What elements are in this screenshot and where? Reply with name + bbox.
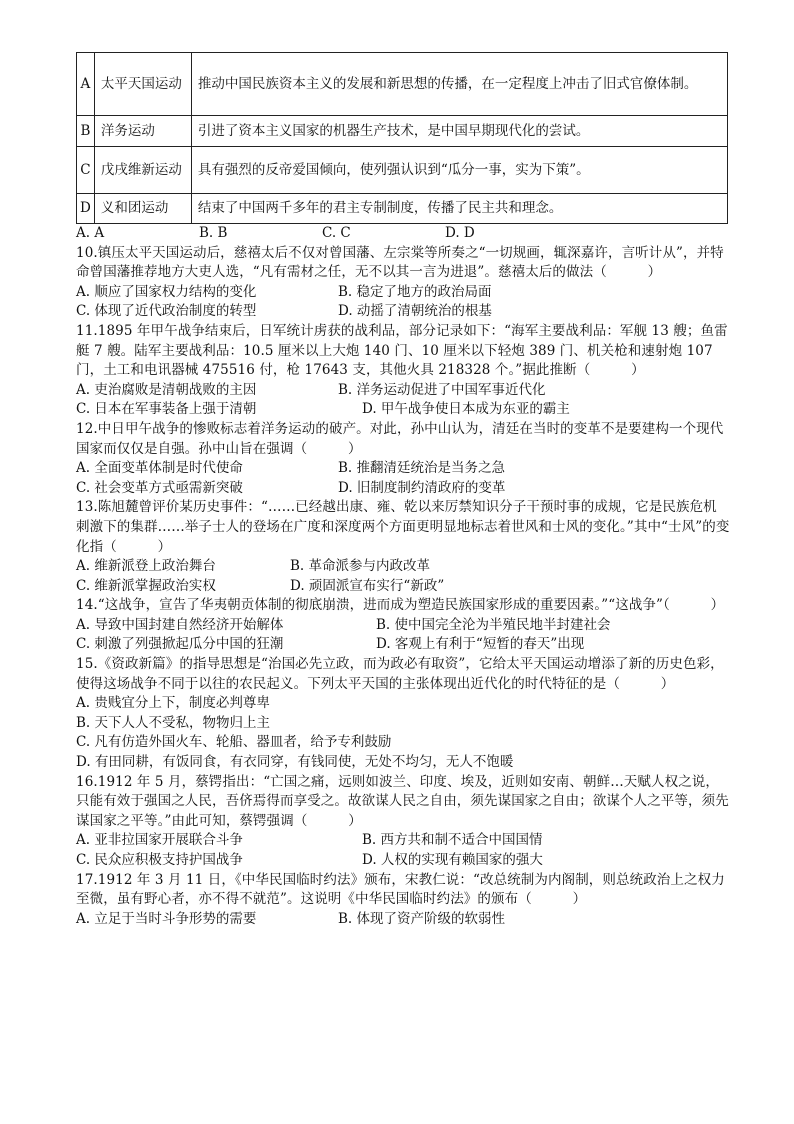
- option-b[interactable]: B. 体现了资产阶级的软弱性: [338, 910, 506, 927]
- row-name: 戊戌维新运动: [94, 147, 191, 194]
- table-row: [77, 147, 728, 194]
- option-b[interactable]: B. 推翻清廷统治是当务之急: [338, 460, 506, 477]
- question-10-stem: 10.镇压太平天国运动后，慈禧太后不仅对曾国藩、左宗棠等所奏之“一切规画，辄深嘉许，言听计从”，并特命曾国藩推荐地方大吏人选，“凡有需材之任，无不以其一言为进退”。慈禧太后的做法（ ）: [76, 244, 724, 281]
- option-b[interactable]: B. 革命派参与内政改革: [290, 558, 431, 575]
- question-17-stem: 17.1912 年 3 月 11 日，《中华民国临时约法》颁布，宋教仁说：“改总统制为内阁制，则总统政治上之权力至微，虽有野心者，亦不得不就范”。这说明《中华民国临时约法》的颁布（ ）: [76, 871, 725, 908]
- q12-options-cd: [76, 479, 730, 499]
- question-11-stem: 11.1895 年甲午战争结束后，日军统计虏获的战利品，部分记录如下：“海军主要战利品：军舰 13 艘；鱼雷艇 7 艘。陆军主要战利品：10.5 厘米以上大炮 140 门、10 厘米以下轻炮 389 门、机关枪和速射炮 107 门，土工和电讯器械 475516 付，枪 17643 支，其他火具 218328 个。”据此推断（ ）: [76, 322, 728, 379]
- row-desc: 引进了资本主义国家的机器生产技术，是中国早期现代化的尝试。: [191, 116, 727, 147]
- option-d[interactable]: D. 人权的实现有赖国家的强大: [362, 852, 543, 868]
- table-row: [77, 116, 728, 147]
- option-b[interactable]: B. 西方共和制不适合中国国情: [362, 832, 543, 849]
- table-row: [77, 194, 728, 224]
- q12-options-ab: [76, 459, 730, 479]
- question-16-stem: 16.1912 年 5 月，蔡锷指出：“亡国之痛，远则如波兰、印度、埃及，近则如安南、朝鲜…天赋人权之说，只能有效于强国之人民，吾侪焉得而享受之。故欲谋人民之自由，须先谋国家之自由；欲谋个人之平等，须先谋国家之平等。”由此可知，蔡锷强调（ ）: [76, 773, 729, 829]
- option-c[interactable]: C. 维新派掌握政治实权: [76, 577, 216, 594]
- option-a[interactable]: A. 导致中国封建自然经济开始解体: [76, 616, 284, 633]
- option-a[interactable]: A. 立足于当时斗争形势的需要: [76, 910, 257, 927]
- q11-options-cd: [76, 400, 730, 420]
- option-b[interactable]: B. 洋务运动促进了中国军事近代化: [338, 381, 546, 398]
- option-d[interactable]: D. D: [445, 225, 475, 241]
- option-d[interactable]: D. 客观上有利于“短暂的春天”出现: [376, 636, 585, 653]
- option-b[interactable]: B. B: [199, 225, 228, 241]
- q10-options-cd: [76, 302, 730, 322]
- option-a[interactable]: A. 吏治腐败是清朝战败的主因: [76, 381, 257, 398]
- option-b[interactable]: B. 天下人人不受私，物物归上主: [76, 714, 271, 731]
- option-table: [76, 52, 728, 224]
- q13-options-ab: [76, 557, 730, 577]
- option-d[interactable]: D. 顽固派宣布实行“新政”: [290, 577, 445, 594]
- row-desc: 具有强烈的反帝爱国倾向，使列强认识到“瓜分一事，实为下策”。: [191, 147, 727, 194]
- exam-page: [76, 52, 730, 929]
- option-c[interactable]: C. 凡有仿造外国火车、轮船、器皿者，给予专利鼓励: [76, 734, 392, 751]
- option-d[interactable]: D. 有田同耕，有饭同食，有衣同穿，有钱同使，无处不均匀，无人不饱暖: [76, 754, 514, 771]
- option-d[interactable]: D. 动摇了清朝统治的根基: [338, 303, 492, 320]
- option-d[interactable]: D. 甲午战争使日本成为东亚的霸主: [362, 401, 570, 418]
- option-c[interactable]: C. C: [322, 225, 351, 241]
- row-name: 洋务运动: [94, 116, 191, 147]
- question-13-stem: 13.陈旭麓曾评价某历史事件：“……已经越出康、雍、乾以来厉禁知识分子干预时事的成规，它是民族危机刺激下的集群……举子士人的登场在广度和深度两个方面更明显地标志着世风和士风的变化。”其中“士风”的变化指（ ）: [76, 499, 730, 555]
- option-a[interactable]: A. 亚非拉国家开展联合斗争: [76, 832, 243, 849]
- q14-options-ab: [76, 616, 730, 636]
- option-b[interactable]: B. 使中国完全沦为半殖民地半封建社会: [376, 616, 611, 633]
- option-c[interactable]: C. 体现了近代政治制度的转型: [76, 303, 257, 320]
- question-15-stem: 15.《资政新篇》的指导思想是“治国必先立政，而为政必有取资”，它给太平天国运动增添了新的历史色彩，使得这场战争不同于以往的农民起义。下列太平天国的主张体现出近代化的时代特征的是（ ）: [76, 656, 724, 692]
- q16-options-cd: [76, 851, 730, 871]
- q17-options-ab: [76, 910, 730, 930]
- question-12-stem: 12.中日甲午战争的惨败标志着洋务运动的破产。对此，孙中山认为，清廷在当时的变革不是要建构一个现代国家而仅仅是自强。孙中山旨在强调（ ）: [76, 420, 724, 457]
- option-c[interactable]: C. 社会变革方式亟需新突破: [76, 479, 243, 496]
- q15-option-b: [76, 714, 730, 734]
- q15-option-a: [76, 694, 730, 714]
- q13-options-cd: [76, 577, 730, 597]
- option-d[interactable]: D. 旧制度制约清政府的变革: [338, 479, 506, 496]
- q10-options-ab: [76, 283, 730, 303]
- q15-option-d: [76, 753, 730, 773]
- option-a[interactable]: A. 贵贱宜分上下，制度必判尊卑: [76, 695, 270, 712]
- option-c[interactable]: C. 刺激了列强掀起瓜分中国的狂潮: [76, 636, 284, 653]
- row-key: D: [77, 194, 95, 224]
- option-b[interactable]: B. 稳定了地方的政治局面: [338, 283, 492, 300]
- q11-options-ab: [76, 381, 730, 401]
- option-c[interactable]: C. 民众应积极支持护国战争: [76, 852, 243, 868]
- option-a[interactable]: A. A: [76, 225, 105, 241]
- row-name: 太平天国运动: [94, 53, 191, 116]
- row-name: 义和团运动: [94, 194, 191, 224]
- option-a[interactable]: A. 顺应了国家权力结构的变化: [76, 283, 257, 300]
- q14-options-cd: [76, 635, 730, 655]
- option-c[interactable]: C. 日本在军事装备上强于清朝: [76, 401, 257, 418]
- row-key: C: [77, 147, 95, 194]
- q16-options-ab: [76, 831, 730, 851]
- row-key: A: [77, 53, 95, 116]
- q15-option-c: [76, 733, 730, 753]
- option-a[interactable]: A. 维新派登上政治舞台: [76, 558, 216, 575]
- table-row: [77, 53, 728, 116]
- row-key: B: [77, 116, 95, 147]
- row-desc: 推动中国民族资本主义的发展和新思想的传播，在一定程度上冲击了旧式官僚体制。: [191, 53, 727, 116]
- option-a[interactable]: A. 全面变革体制是时代使命: [76, 460, 243, 477]
- q9-options: [76, 224, 730, 244]
- question-14-stem: 14.“这战争，宣告了华夷朝贡体制的彻底崩溃，进而成为塑造民族国家形成的重要因素。”“这战争”（ ）: [76, 597, 725, 614]
- row-desc: 结束了中国两千多年的君主专制制度，传播了民主共和理念。: [191, 194, 727, 224]
